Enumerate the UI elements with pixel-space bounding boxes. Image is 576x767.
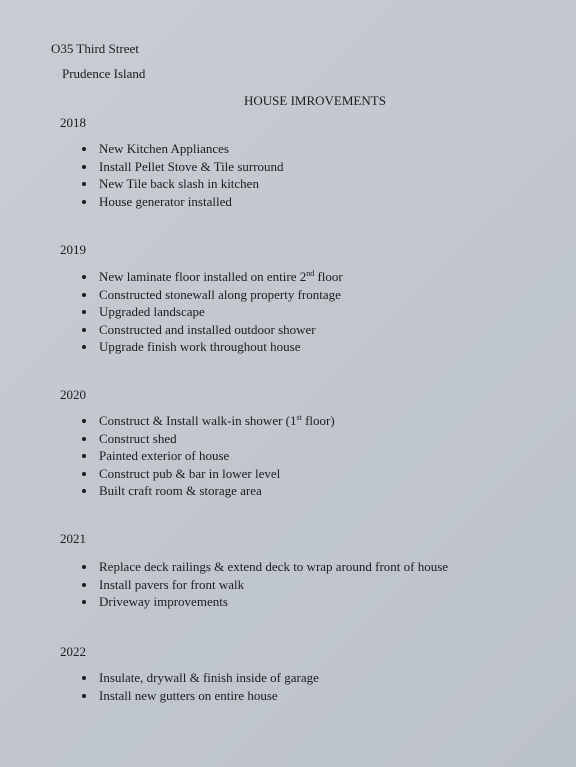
list-item: Built craft room & storage area — [80, 482, 335, 500]
year-heading-2020: 2020 — [60, 387, 86, 402]
list-item: Install new gutters on entire house — [80, 687, 319, 705]
list-item: Construct pub & bar in lower level — [80, 465, 335, 483]
list-item: House generator installed — [80, 193, 284, 211]
list-item: Driveway improvements — [80, 593, 448, 611]
improvements-list-2022 — [80, 669, 319, 704]
list-item: New laminate floor installed on entire 2nd floor — [80, 268, 343, 286]
list-item: Replace deck railings & extend deck to wrap around front of house — [80, 558, 448, 576]
document-title: HOUSE IMROVEMENTS — [244, 93, 386, 108]
year-heading-2019: 2019 — [60, 242, 86, 257]
year-heading-2018: 2018 — [60, 115, 86, 130]
list-item: New Kitchen Appliances — [80, 140, 284, 158]
address-line-2: Prudence Island — [62, 66, 146, 81]
address-line-1: O35 Third Street — [51, 41, 139, 56]
list-item: Insulate, drywall & finish inside of garage — [80, 669, 319, 687]
improvements-list-2021 — [80, 558, 448, 611]
year-heading-2022: 2022 — [60, 644, 86, 659]
year-heading-2021: 2021 — [60, 531, 86, 546]
improvements-list-2019 — [80, 268, 343, 356]
list-item: Construct & Install walk-in shower (1st floor) — [80, 412, 335, 430]
list-item: Constructed stonewall along property frontage — [80, 286, 343, 304]
improvements-list-2020 — [80, 412, 335, 500]
list-item: Constructed and installed outdoor shower — [80, 321, 343, 339]
list-item: Construct shed — [80, 430, 335, 448]
list-item: Painted exterior of house — [80, 447, 335, 465]
list-item: Upgrade finish work throughout house — [80, 338, 343, 356]
improvements-list-2018 — [80, 140, 284, 210]
list-item: Install pavers for front walk — [80, 576, 448, 594]
list-item: New Tile back slash in kitchen — [80, 175, 284, 193]
list-item: Upgraded landscape — [80, 303, 343, 321]
list-item: Install Pellet Stove & Tile surround — [80, 158, 284, 176]
